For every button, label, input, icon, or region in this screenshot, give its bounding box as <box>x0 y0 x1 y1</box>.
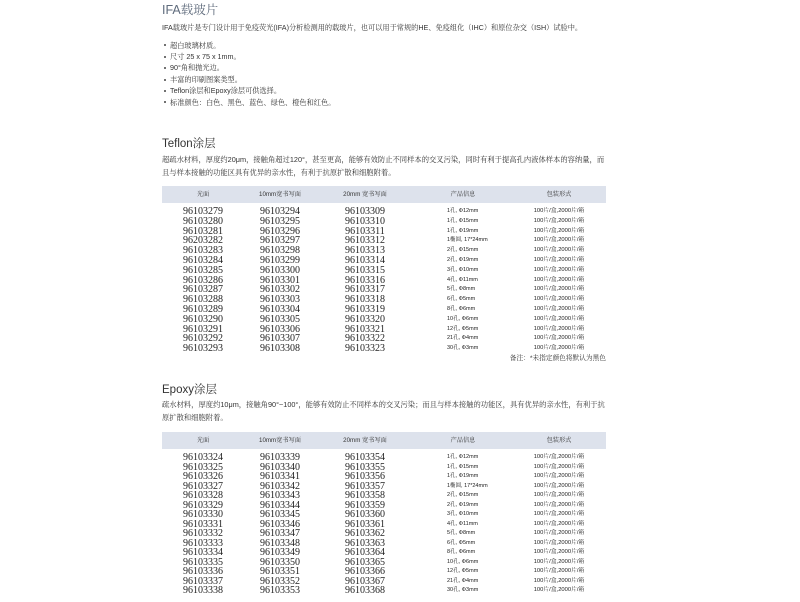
writing-20mm-code: 96103314 <box>345 254 385 266</box>
packaging: 100片/盒,2000片/箱 <box>533 520 585 527</box>
plain-surface-code: 96103293 <box>183 343 223 355</box>
feature-item <box>162 40 606 51</box>
writing-20mm-code: 96103321 <box>345 323 385 335</box>
writing-20mm-code: 96103359 <box>345 499 385 511</box>
writing-10mm-code: 96103300 <box>260 264 300 276</box>
product-table <box>162 186 606 354</box>
feature-item <box>162 85 606 96</box>
writing-10mm-code: 96103297 <box>260 235 300 247</box>
writing-20mm-code: 96103360 <box>345 509 385 520</box>
header-10mm-writing: 10mm宽书写面 <box>244 432 316 449</box>
writing-20mm-code: 96103365 <box>345 556 385 568</box>
product-info: 12孔, Φ5mm <box>447 568 479 574</box>
packaging: 100片/盒,2000片/箱 <box>533 530 585 536</box>
packaging: 100片/盒,2000片/箱 <box>533 296 585 303</box>
writing-20mm-code: 96103312 <box>345 235 385 247</box>
teflon-product-table <box>162 186 606 354</box>
packaging: 100片/盒,2000片/箱 <box>533 237 585 244</box>
writing-20mm-code: 96103368 <box>345 585 385 596</box>
writing-10mm-code: 96103341 <box>260 471 300 482</box>
product-info: 8孔, Φ6mm <box>447 305 476 312</box>
packaging: 100片/盒,2000片/箱 <box>533 587 585 593</box>
writing-10mm-code: 96103306 <box>260 323 300 335</box>
packaging: 100片/盒,2000片/箱 <box>533 286 585 293</box>
writing-20mm-code: 96103363 <box>345 537 385 549</box>
plain-surface-code: 96103336 <box>183 566 223 577</box>
bullet-icon <box>164 79 166 81</box>
product-info: 1孔, Φ12mm <box>447 208 479 214</box>
packaging: 100片/盒,2000片/箱 <box>533 501 585 508</box>
writing-20mm-code: 96103319 <box>345 303 385 315</box>
product-info: 2孔, Φ19mm <box>447 256 479 263</box>
plain-surface-code: 96103328 <box>183 490 223 501</box>
feature-text: 尺寸 25 x 75 x 1mm。 <box>170 51 241 61</box>
feature-item <box>162 51 606 62</box>
header-packaging: 包装形式 <box>512 186 606 203</box>
plain-surface-code: 96103327 <box>183 480 223 492</box>
plain-surface-code: 96103325 <box>183 461 223 473</box>
plain-surface-code: 96103284 <box>183 254 223 266</box>
feature-text: 丰富的印刷图案类型。 <box>170 74 242 84</box>
product-info: 2孔, Φ19mm <box>447 501 479 508</box>
bullet-icon <box>164 67 166 69</box>
product-info: 6孔, Φ5mm <box>447 296 476 303</box>
writing-10mm-code: 96103299 <box>260 254 300 266</box>
writing-10mm-code: 96103340 <box>260 461 300 473</box>
writing-10mm-code: 96103348 <box>260 537 300 549</box>
product-info: 3孔, Φ10mm <box>447 511 479 517</box>
packaging: 100片/盒,2000片/箱 <box>533 511 585 517</box>
writing-10mm-code: 96103303 <box>260 294 300 306</box>
header-product-info: 产品信息 <box>414 432 512 449</box>
plain-surface-code: 96103286 <box>183 274 223 286</box>
writing-10mm-code: 96103294 <box>260 206 300 217</box>
table-row <box>162 203 606 217</box>
feature-item <box>162 74 606 85</box>
writing-20mm-code: 96103356 <box>345 471 385 482</box>
table-row <box>162 586 606 596</box>
packaging: 100片/盒,2000片/箱 <box>533 217 585 224</box>
product-info: 1孔, Φ19mm <box>447 473 479 479</box>
packaging: 100片/盒,2000片/箱 <box>533 473 585 479</box>
header-20mm-writing: 20mm 宽书写面 <box>316 186 414 203</box>
product-info: 3孔, Φ10mm <box>447 266 479 273</box>
packaging: 100片/盒,2000片/箱 <box>533 558 585 565</box>
writing-10mm-code: 96103349 <box>260 547 300 558</box>
writing-10mm-code: 96103350 <box>260 556 300 568</box>
writing-20mm-code: 96103354 <box>345 452 385 463</box>
writing-20mm-code: 96103313 <box>345 245 385 257</box>
feature-text: 标准颜色：白色、黑色、蓝色、绿色、橙色和红色。 <box>170 97 336 107</box>
plain-surface-code: 96103288 <box>183 294 223 306</box>
plain-surface-code: 96103337 <box>183 575 223 587</box>
packaging: 100片/盒,2000片/箱 <box>533 315 585 322</box>
writing-10mm-code: 96103305 <box>260 313 300 325</box>
writing-10mm-code: 96103295 <box>260 215 300 227</box>
plain-surface-code: 96103283 <box>183 245 223 257</box>
plain-surface-code: 96103333 <box>183 537 223 549</box>
writing-10mm-code: 96103296 <box>260 225 300 237</box>
plain-surface-code: 96103285 <box>183 264 223 276</box>
feature-text: 90°角和抛光边。 <box>170 63 224 73</box>
product-info: 1椭圆, 17*24mm <box>447 237 488 244</box>
packaging: 100片/盒,2000片/箱 <box>533 568 585 574</box>
packaging: 100片/盒,2000片/箱 <box>533 549 585 555</box>
header-product-info: 产品信息 <box>414 186 512 203</box>
plain-surface-code: 96103291 <box>183 323 223 335</box>
plain-surface-code: 96103335 <box>183 556 223 568</box>
writing-20mm-code: 96103311 <box>345 225 385 237</box>
product-info: 4孔, Φ11mm <box>447 520 478 527</box>
plain-surface-code: 96103289 <box>183 303 223 315</box>
product-table <box>162 432 606 596</box>
table-row <box>162 449 606 463</box>
packaging: 100片/盒,2000片/箱 <box>533 305 585 312</box>
teflon-section-description: 超疏水材料，厚度约20μm，接触角超过120°，甚至更高，能够有效防止不同样本的交叉污染，同时有利于提高孔内液体样本的容纳量，而且与样本接触的功能区具有优异的亲水性，有利于抗原扩散和细胞附着。 <box>162 155 605 177</box>
writing-10mm-code: 96103347 <box>260 528 300 539</box>
bullet-icon <box>164 90 166 92</box>
writing-20mm-code: 96103315 <box>345 264 385 276</box>
plain-surface-code: 96103334 <box>183 547 223 558</box>
packaging: 100片/盒,2000片/箱 <box>533 208 585 214</box>
table-header-row <box>162 432 606 449</box>
writing-20mm-code: 96103323 <box>345 343 385 355</box>
epoxy-product-table <box>162 432 606 596</box>
header-20mm-writing: 20mm 宽书写面 <box>316 432 414 449</box>
packaging: 100片/盒,2000片/箱 <box>533 482 585 489</box>
product-info: 1孔, Φ12mm <box>447 454 479 460</box>
writing-10mm-code: 96103339 <box>260 452 300 463</box>
product-info: 2孔, Φ15mm <box>447 492 479 498</box>
feature-text: 超白玻璃材质。 <box>170 40 221 50</box>
writing-20mm-code: 96103322 <box>345 333 385 345</box>
writing-10mm-code: 96103304 <box>260 303 300 315</box>
writing-10mm-code: 96103307 <box>260 333 300 345</box>
epoxy-section-description: 疏水材料，厚度约10μm，接触角90°~100°，能够有效防止不同样本的交叉污染；而且与样本接触的功能区，具有优异的亲水性，有利于抗原扩散和细胞附着。 <box>162 400 605 422</box>
packaging: 100片/盒,2000片/箱 <box>533 266 585 273</box>
writing-10mm-code: 96103343 <box>260 490 300 501</box>
product-info: 1椭圆, 17*24mm <box>447 482 488 489</box>
writing-20mm-code: 96103364 <box>345 547 385 558</box>
plain-surface-code: 96103292 <box>183 333 223 345</box>
writing-10mm-code: 96103342 <box>260 480 300 492</box>
plain-surface-code: 96103324 <box>183 452 223 463</box>
feature-list <box>162 40 606 108</box>
writing-10mm-code: 96103345 <box>260 509 300 520</box>
writing-10mm-code: 96103298 <box>260 245 300 257</box>
product-info: 2孔, Φ15mm <box>447 247 479 254</box>
packaging: 100片/盒,2000片/箱 <box>533 577 585 584</box>
packaging: 100片/盒,2000片/箱 <box>533 454 585 460</box>
writing-10mm-code: 96103308 <box>260 343 300 355</box>
packaging: 100片/盒,2000片/箱 <box>533 256 585 263</box>
product-info: 1孔, Φ15mm <box>447 463 479 470</box>
plain-surface-code: 96103279 <box>183 206 223 217</box>
writing-10mm-code: 96103302 <box>260 284 300 296</box>
product-info: 4孔, Φ11mm <box>447 276 478 283</box>
product-info: 10孔, Φ6mm <box>447 558 479 565</box>
plain-surface-code: 96103338 <box>183 585 223 596</box>
plain-surface-code: 96103287 <box>183 284 223 296</box>
plain-surface-code: 96103332 <box>183 528 223 539</box>
writing-20mm-code: 96103362 <box>345 528 385 539</box>
bullet-icon <box>164 56 166 58</box>
product-info: 21孔, Φ4mm <box>447 577 479 584</box>
page-title: IFA载玻片 <box>162 3 219 17</box>
header-plain-surface: 光面 <box>162 186 244 203</box>
writing-10mm-code: 96103352 <box>260 575 300 587</box>
feature-text: Teflon涂层和Epoxy涂层可供选择。 <box>170 86 282 96</box>
product-info: 30孔, Φ3mm <box>447 345 479 352</box>
feature-item <box>162 97 606 108</box>
product-info: 8孔, Φ6mm <box>447 549 476 555</box>
writing-20mm-code: 96103309 <box>345 206 385 217</box>
bullet-icon <box>164 101 166 103</box>
epoxy-section-heading: Epoxy涂层 <box>162 384 217 396</box>
writing-20mm-code: 96103317 <box>345 284 385 296</box>
writing-10mm-code: 96103351 <box>260 566 300 577</box>
product-info: 6孔, Φ5mm <box>447 539 476 546</box>
product-info: 10孔, Φ6mm <box>447 315 479 322</box>
plain-surface-code: 96103290 <box>183 313 223 325</box>
plain-surface-code: 96103280 <box>183 215 223 227</box>
writing-20mm-code: 96103358 <box>345 490 385 501</box>
writing-20mm-code: 96103367 <box>345 575 385 587</box>
packaging: 100片/盒,2000片/箱 <box>533 463 585 470</box>
writing-10mm-code: 96103353 <box>260 585 300 596</box>
writing-20mm-code: 96103318 <box>345 294 385 306</box>
teflon-section-heading: Teflon涂层 <box>162 138 216 150</box>
bullet-icon <box>164 44 166 46</box>
writing-20mm-code: 96103310 <box>345 215 385 227</box>
plain-surface-code: 96103326 <box>183 471 223 482</box>
product-info: 12孔, Φ5mm <box>447 325 479 332</box>
table-row <box>162 344 606 354</box>
packaging: 100片/盒,2000片/箱 <box>533 335 585 342</box>
product-info: 5孔, Φ8mm <box>447 286 476 293</box>
plain-surface-code: 96203282 <box>183 235 223 247</box>
header-10mm-writing: 10mm宽书写面 <box>244 186 316 203</box>
header-packaging: 包装形式 <box>512 432 606 449</box>
writing-10mm-code: 96103346 <box>260 518 300 530</box>
packaging: 100片/盒,2000片/箱 <box>533 276 585 283</box>
writing-20mm-code: 96103361 <box>345 518 385 530</box>
writing-10mm-code: 96103344 <box>260 499 300 511</box>
intro-text: IFA载玻片是专门设计用于免疫荧光(IFA)分析检测用的载玻片，也可以用于常规的HE、免疫组化（IHC）和原位杂交（ISH）试验中。 <box>162 23 583 32</box>
packaging: 100片/盒,2000片/箱 <box>533 539 585 546</box>
table-header-row <box>162 186 606 203</box>
packaging: 100片/盒,2000片/箱 <box>533 492 585 498</box>
plain-surface-code: 96103330 <box>183 509 223 520</box>
writing-20mm-code: 96103316 <box>345 274 385 286</box>
packaging: 100片/盒,2000片/箱 <box>533 325 585 332</box>
feature-item <box>162 62 606 73</box>
product-info: 5孔, Φ8mm <box>447 530 476 536</box>
header-plain-surface: 光面 <box>162 432 244 449</box>
product-info: 1孔, Φ15mm <box>447 217 479 224</box>
writing-20mm-code: 96103357 <box>345 480 385 492</box>
plain-surface-code: 96103281 <box>183 225 223 237</box>
writing-20mm-code: 96103366 <box>345 566 385 577</box>
packaging: 100片/盒,2000片/箱 <box>533 247 585 254</box>
plain-surface-code: 96103329 <box>183 499 223 511</box>
packaging: 100片/盒,2000片/箱 <box>533 345 585 352</box>
packaging: 100片/盒,2000片/箱 <box>533 227 585 234</box>
teflon-table-note: 备注：*未指定颜色将默认为黑色 <box>509 355 606 362</box>
plain-surface-code: 96103331 <box>183 518 223 530</box>
product-info: 30孔, Φ3mm <box>447 587 479 593</box>
product-info: 1孔, Φ19mm <box>447 227 479 234</box>
writing-20mm-code: 96103320 <box>345 313 385 325</box>
product-info: 21孔, Φ4mm <box>447 335 479 342</box>
writing-10mm-code: 96103301 <box>260 274 300 286</box>
writing-20mm-code: 96103355 <box>345 461 385 473</box>
